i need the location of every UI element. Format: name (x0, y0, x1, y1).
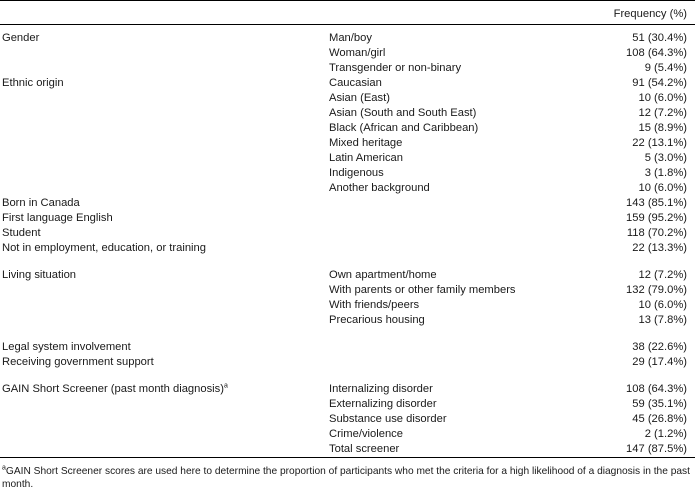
row-label: Born in Canada (2, 197, 80, 209)
row-category: Substance use disorder (329, 413, 447, 425)
top-rule (0, 0, 695, 1)
row-frequency: 12 (7.2%) (638, 269, 687, 281)
row-category: Caucasian (329, 77, 382, 89)
row-frequency: 132 (79.0%) (626, 284, 687, 296)
row-frequency: 3 (1.8%) (644, 167, 687, 179)
row-frequency: 38 (22.6%) (632, 341, 687, 353)
row-label: First language English (2, 212, 113, 224)
row-frequency: 13 (7.8%) (638, 314, 687, 326)
row-category: Internalizing disorder (329, 383, 433, 395)
row-frequency: 2 (1.2%) (644, 428, 687, 440)
row-frequency: 22 (13.3%) (632, 242, 687, 254)
table-footnote (2, 465, 692, 491)
row-frequency: 5 (3.0%) (644, 152, 687, 164)
header-rule (0, 24, 695, 25)
row-frequency: 9 (5.4%) (644, 62, 687, 74)
row-label: Ethnic origin (2, 77, 64, 89)
row-frequency: 15 (8.9%) (638, 122, 687, 134)
footnote-text: GAIN Short Screener scores are used here to determine the proportion of participants who met the criteria for a high likelihood of a diagnosis in the past month. (2, 466, 690, 490)
row-category: Asian (East) (329, 92, 390, 104)
row-category: Man/boy (329, 32, 372, 44)
row-category: Crime/violence (329, 428, 403, 440)
row-category: Precarious housing (329, 314, 425, 326)
row-label: GAIN Short Screener (past month diagnosis)$^a$ (2, 382, 228, 395)
row-frequency: 45 (26.8%) (632, 413, 687, 425)
row-frequency: 108 (64.3%) (626, 47, 687, 59)
row-frequency: 118 (70.2%) (626, 227, 687, 239)
row-label: Living situation (2, 269, 77, 281)
row-category: Transgender or non-binary (329, 62, 462, 74)
row-label: Gender (2, 32, 40, 44)
bottom-rule (0, 457, 695, 458)
row-category: Latin American (329, 152, 404, 164)
footnote-marker: a (2, 464, 6, 472)
row-frequency: 147 (87.5%) (626, 443, 687, 455)
row-frequency: 51 (30.4%) (632, 32, 687, 44)
row-category: Externalizing disorder (329, 398, 437, 410)
row-label: Receiving government support (2, 356, 154, 368)
row-frequency: 143 (85.1%) (626, 197, 687, 209)
row-category: Black (African and Caribbean) (329, 122, 479, 134)
row-label: Legal system involvement (2, 341, 131, 353)
row-frequency: 108 (64.3%) (626, 383, 687, 395)
row-category: Own apartment/home (329, 269, 437, 281)
row-category: Total screener (329, 443, 400, 455)
row-frequency: 10 (6.0%) (638, 299, 687, 311)
row-category: Asian (South and South East) (329, 107, 477, 119)
row-frequency: 10 (6.0%) (638, 182, 687, 194)
row-frequency: 159 (95.2%) (626, 212, 687, 224)
footnote-marker: a (224, 382, 228, 390)
row-frequency: 12 (7.2%) (638, 107, 687, 119)
row-category: Indigenous (329, 167, 384, 179)
row-frequency: 29 (17.4%) (632, 356, 687, 368)
row-category: Another background (329, 182, 430, 194)
row-frequency: 91 (54.2%) (632, 77, 687, 89)
row-frequency: 10 (6.0%) (638, 92, 687, 104)
row-label: Not in employment, education, or training (2, 242, 206, 254)
frequency-column-header: Frequency (%) (613, 8, 687, 20)
row-category: Mixed heritage (329, 137, 403, 149)
row-frequency: 59 (35.1%) (632, 398, 687, 410)
row-frequency: 22 (13.1%) (632, 137, 687, 149)
row-category: Woman/girl (329, 47, 386, 59)
row-category: With friends/peers (329, 299, 420, 311)
row-label: Student (2, 227, 41, 239)
row-category: With parents or other family members (329, 284, 516, 296)
